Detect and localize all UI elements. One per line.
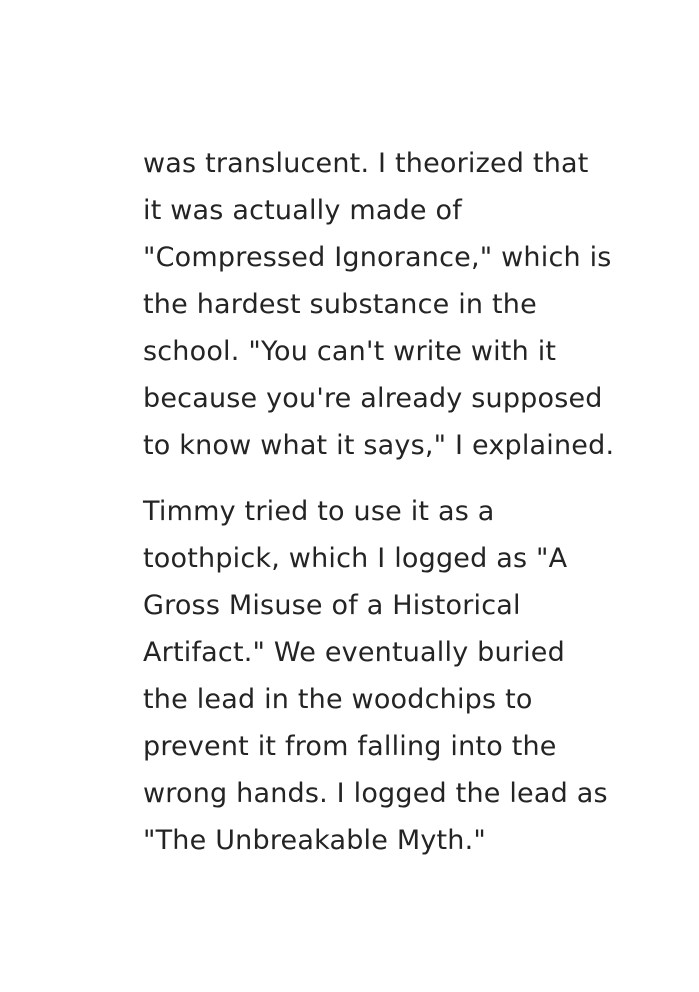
text-line: wrong hands. I logged the lead as [143,778,608,809]
text-line: Gross Misuse of a Historical [143,590,521,621]
paragraph [143,488,608,864]
body-text [143,140,615,883]
text-line: it was actually made of [143,195,462,226]
text-line: "Compressed Ignorance," which is [143,242,612,273]
text-line: was translucent. I theorized that [143,148,589,179]
paragraph [143,140,615,469]
text-line: school. "You can't write with it [143,336,557,367]
text-line: because you're already supposed [143,383,603,414]
text-line: Timmy tried to use it as a [143,496,495,527]
text-line: prevent it from falling into the [143,731,557,762]
text-line: "The Unbreakable Myth." [143,825,487,856]
text-line: Artifact." We eventually buried [143,637,565,668]
text-line: the hardest substance in the [143,289,537,320]
text-line: to know what it says," I explained. [143,430,615,461]
text-line: toothpick, which I logged as "A [143,543,568,574]
text-line: the lead in the woodchips to [143,684,533,715]
